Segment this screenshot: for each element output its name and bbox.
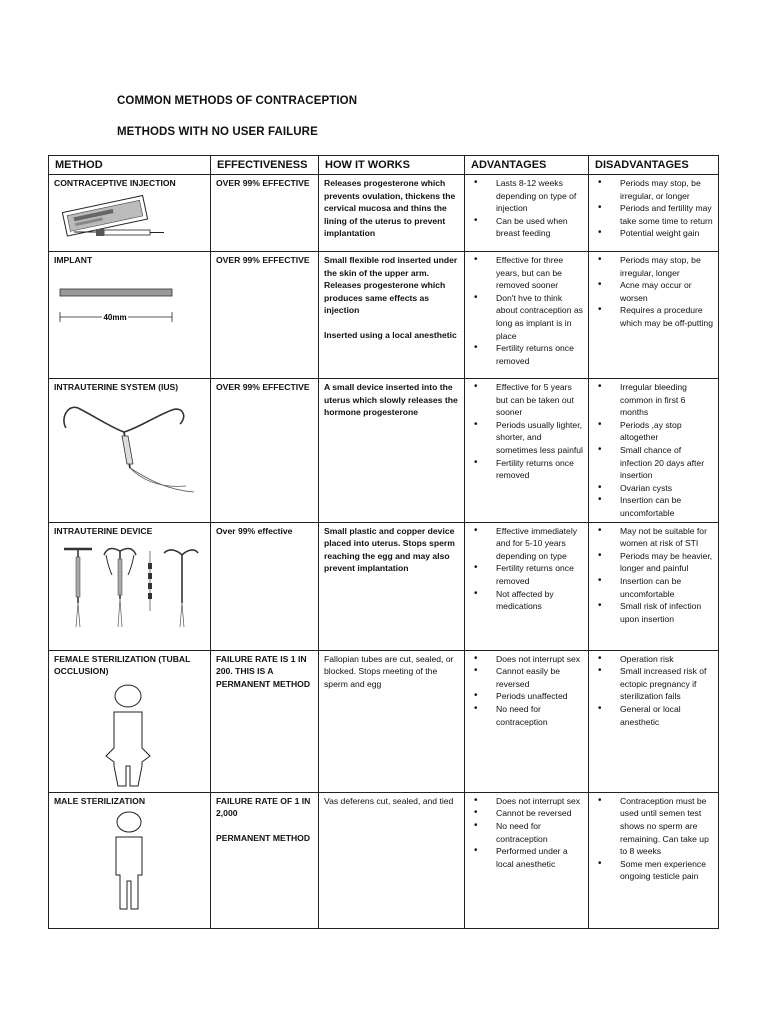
female-figure-icon (54, 682, 204, 790)
how-it-works-text: Releases progesterone which prevents ovulation, thickens the cervical mucosa and thins the lining of the uterus to prevent implantation (324, 178, 456, 239)
table-row (49, 792, 719, 928)
how-it-works-cell (319, 792, 465, 928)
disadvantage-item: • Acne may occur or worsen (594, 279, 713, 304)
advantage-item: • Does not interrupt sex (470, 795, 583, 808)
disadvantage-item: • Some men experience ongoing testicle pain (594, 858, 713, 883)
advantages-cell (465, 175, 589, 252)
advantage-item: • Cannot be reversed (470, 807, 583, 820)
advantage-item: • Performed under a local anesthetic (470, 845, 583, 870)
advantage-item: • Periods usually lighter, shorter, and sometimes less painful (470, 419, 583, 457)
implant-length-label: 40mm (103, 312, 127, 322)
effectiveness-cell (211, 252, 319, 379)
disadvantage-item: • Periods may stop, be irregular, or longer (594, 177, 713, 202)
effectiveness-text: PERMANENT METHOD (216, 832, 311, 843)
disadvantage-item: • Periods may stop, be irregular, longer (594, 254, 713, 279)
method-cell (49, 379, 211, 523)
method-cell (49, 175, 211, 252)
method-label: IMPLANT (54, 255, 93, 265)
advantages-cell (465, 379, 589, 523)
header-how-it-works: HOW IT WORKS (319, 156, 465, 175)
effectiveness-text: FAILURE RATE OF 1 IN 2,000 (216, 795, 311, 819)
effectiveness-text: Over 99% effective (216, 525, 293, 536)
method-label: INTRAUTERINE DEVICE (54, 525, 153, 536)
effectiveness-cell (211, 522, 319, 650)
how-it-works-text: Small plastic and copper device placed into uterus. Stops sperm reaching the egg and may also prevent implantation (324, 525, 455, 574)
method-cell (49, 252, 211, 379)
advantages-cell (465, 522, 589, 650)
advantage-item: • Effective for three years, but can be removed sooner (470, 254, 583, 292)
disadvantage-item: • Ovarian cysts (594, 482, 713, 495)
disadvantage-item: • Small risk of infection upon insertion (594, 600, 713, 625)
table-header-row (49, 156, 719, 175)
effectiveness-cell (211, 650, 319, 792)
advantage-item: • Don't hve to think about contraception as long as implant is in place (470, 292, 583, 342)
effectiveness-text: OVER 99% EFFECTIVE (216, 382, 310, 392)
method-label: CONTRACEPTIVE INJECTION (54, 178, 176, 188)
advantage-item: • No need for contraception (470, 820, 583, 845)
effectiveness-text: OVER 99% EFFECTIVE (216, 255, 310, 265)
page-title: COMMON METHODS OF CONTRACEPTION (117, 95, 358, 107)
ius-device-illustration (54, 398, 199, 498)
header-advantages: ADVANTAGES (465, 156, 589, 175)
effectiveness-text: OVER 99% EFFECTIVE (216, 178, 310, 188)
table-row (49, 379, 719, 523)
disadvantages-cell (589, 175, 719, 252)
disadvantage-item: • Requires a procedure which may be off-putting (594, 304, 713, 329)
advantage-item: • No need for contraception (470, 703, 583, 728)
disadvantages-cell (589, 792, 719, 928)
how-it-works-text: Small flexible rod inserted under the skin of the upper arm. Releases progesterone which produces same effects as injection (324, 255, 458, 316)
header-disadvantages: DISADVANTAGES (589, 156, 719, 175)
disadvantage-item: • Periods and fertility may take some time to return (594, 202, 713, 227)
advantage-item: • Does not interrupt sex (470, 653, 583, 666)
disadvantage-item: • Small chance of infection 20 days after insertion (594, 444, 713, 482)
effectiveness-text: FAILURE RATE IS 1 IN 200. THIS IS A PERMANENT METHOD (216, 653, 311, 689)
contraception-table (48, 155, 719, 929)
disadvantage-item: • Operation risk (594, 653, 713, 666)
advantage-item: • Cannot easily be reversed (470, 665, 583, 690)
page-subtitle: METHODS WITH NO USER FAILURE (117, 126, 318, 138)
how-it-works-cell (319, 522, 465, 650)
disadvantage-item: • May not be suitable for women at risk of STI (594, 525, 713, 550)
header-method: METHOD (49, 156, 211, 175)
advantage-item: • Effective immediately and for 5-10 years depending on type (470, 525, 583, 563)
effectiveness-cell (211, 175, 319, 252)
advantage-item: • Effective for 5 years but can be taken out sooner (470, 381, 583, 419)
how-it-works-cell (319, 252, 465, 379)
advantage-item: • Periods unaffected (470, 690, 583, 703)
how-it-works-cell (319, 379, 465, 523)
advantage-item: • Fertility returns once removed (470, 457, 583, 482)
table-row (49, 522, 719, 650)
advantages-cell (465, 252, 589, 379)
how-it-works-text: Vas deferens cut, sealed, and tied (324, 795, 454, 806)
effectiveness-cell (211, 792, 319, 928)
how-it-works-cell (319, 175, 465, 252)
disadvantage-item: • Irregular bleeding common in first 6 months (594, 381, 713, 419)
table-row (49, 175, 719, 252)
method-label: INTRAUTERINE SYSTEM (IUS) (54, 382, 179, 392)
disadvantage-item: • Insertion can be uncomfortable (594, 575, 713, 600)
advantage-item: • Fertility returns once removed (470, 342, 583, 367)
disadvantage-item: • Periods may be heavier, longer and painful (594, 550, 713, 575)
method-cell (49, 650, 211, 792)
iud-devices-illustration (54, 541, 199, 629)
disadvantages-cell (589, 252, 719, 379)
table-row (49, 650, 719, 792)
disadvantages-cell (589, 522, 719, 650)
advantage-item: • Not affected by medications (470, 588, 583, 613)
implant-rod-illustration (54, 271, 179, 331)
injection-illustration (54, 194, 169, 246)
effectiveness-cell (211, 379, 319, 523)
male-figure-icon (54, 811, 204, 911)
table-row (49, 252, 719, 379)
advantage-item: • Can be used when breast feeding (470, 215, 583, 240)
method-cell (49, 522, 211, 650)
how-it-works-cell (319, 650, 465, 792)
method-label: MALE STERILIZATION (54, 795, 146, 806)
disadvantage-item: • General or local anesthetic (594, 703, 713, 728)
disadvantages-cell (589, 650, 719, 792)
method-label: FEMALE STERILIZATION (TUBAL OCCLUSION) (54, 653, 191, 677)
how-it-works-text: Fallopian tubes are cut, sealed, or blocked. Stops meeting of the sperm and egg (324, 653, 454, 689)
disadvantages-cell (589, 379, 719, 523)
advantages-cell (465, 792, 589, 928)
advantage-item: • Lasts 8-12 weeks depending on type of injection (470, 177, 583, 215)
disadvantage-item: • Periods ,ay stop altogether (594, 419, 713, 444)
advantages-cell (465, 650, 589, 792)
disadvantage-item: • Potential weight gain (594, 227, 713, 240)
method-cell (49, 792, 211, 928)
disadvantage-item: • Small increased risk of ectopic pregnancy if sterilization fails (594, 665, 713, 703)
how-it-works-text: A small device inserted into the uterus which slowly releases the hormone progesterone (324, 382, 458, 418)
disadvantage-item: • Contraception must be used until semen test shows no sperm are remaining. Can take up to 8 weeks (594, 795, 713, 858)
advantage-item: • Fertility returns once removed (470, 562, 583, 587)
how-it-works-text: Inserted using a local anesthetic (324, 329, 457, 340)
header-effectiveness: EFFECTIVENESS (211, 156, 319, 175)
disadvantage-item: • Insertion can be uncomfortable (594, 494, 713, 519)
